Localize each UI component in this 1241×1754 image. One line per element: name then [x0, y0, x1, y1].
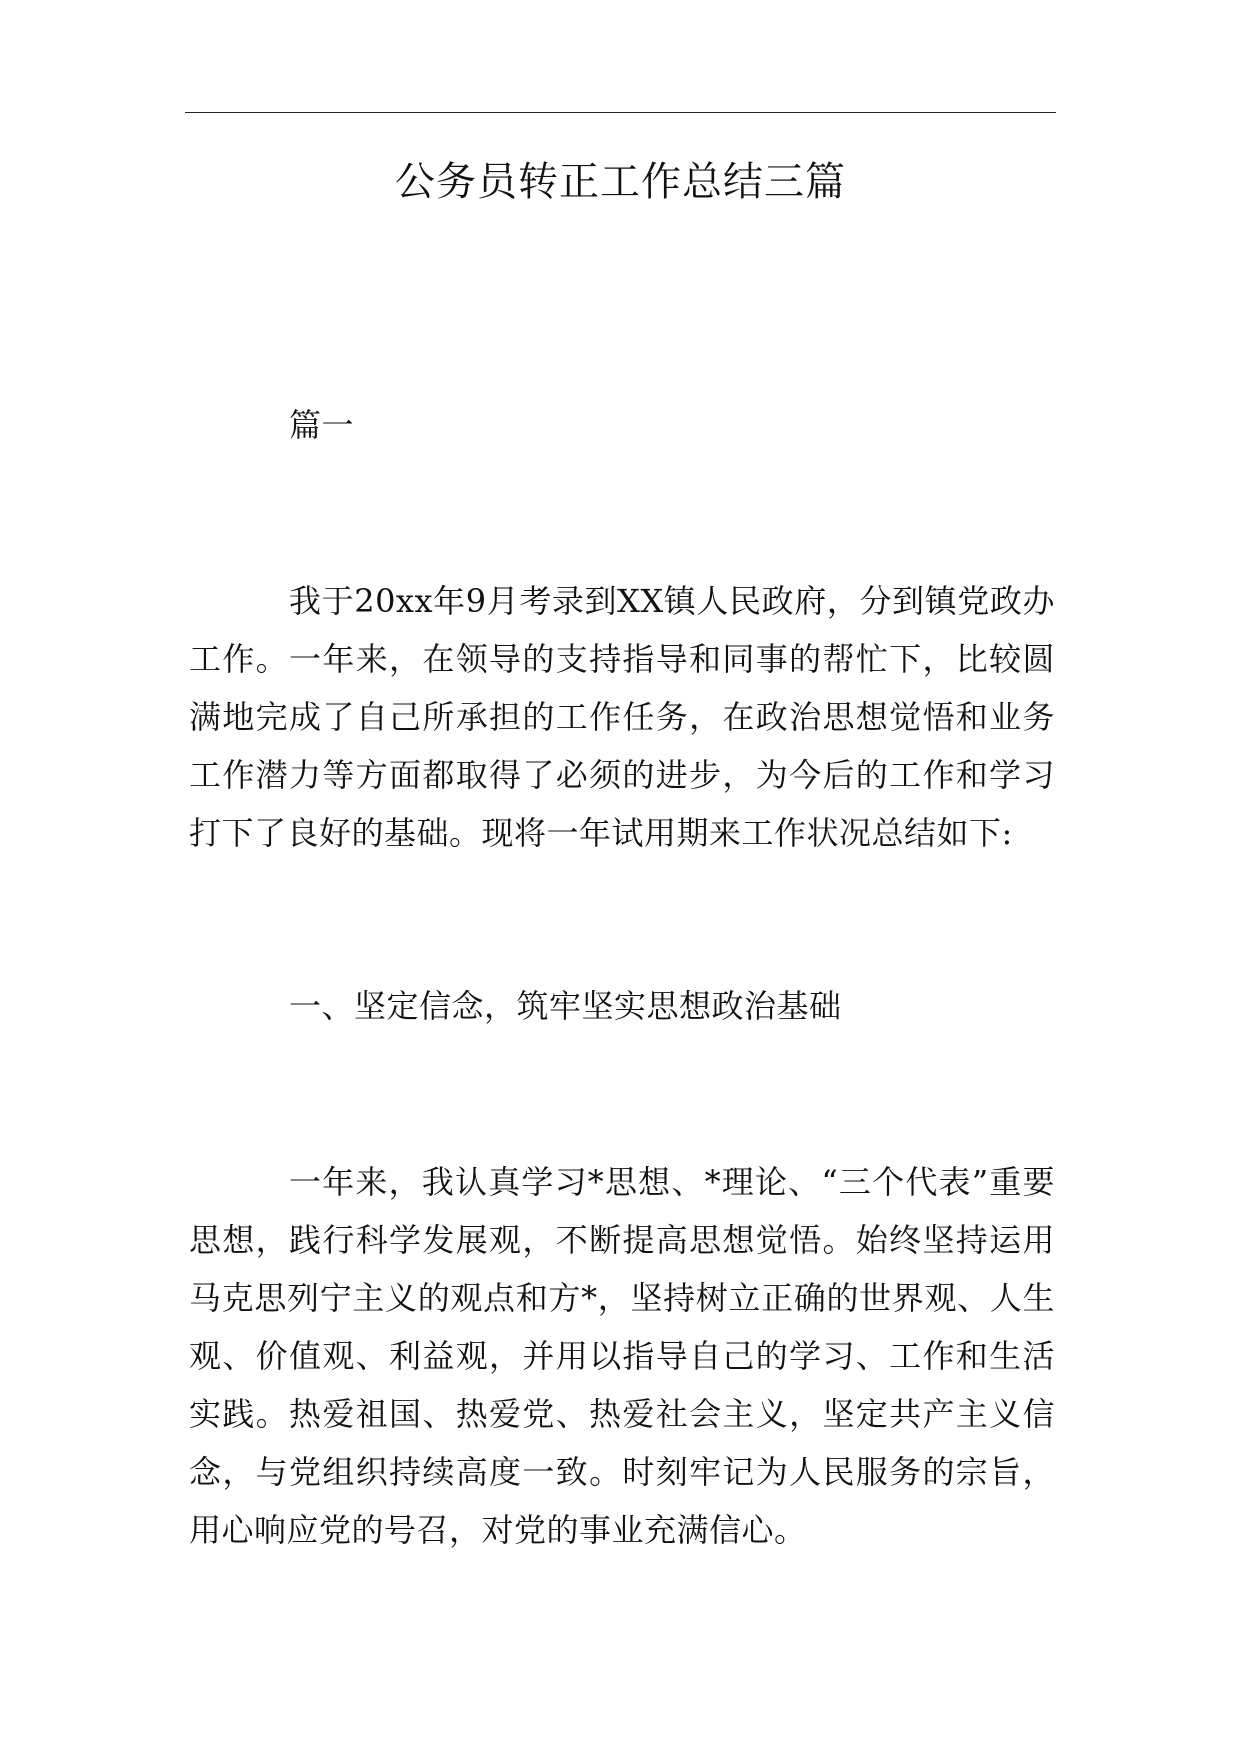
section-heading: 一、坚定信念，筑牢坚实思想政治基础 — [289, 987, 842, 1025]
document-title: 公务员转正工作总结三篇 — [395, 159, 846, 205]
paragraph-intro: 我于20xx年9月考录到XX镇人民政府，分到镇党政办工作。一年来，在领导的支持指导和同事的帮忙下，比较圆满地完成了自己所承担的工作任务，在政治思想觉悟和业务工作潜力等方面都取得了必须的进步，为今后的工作和学习打下了良好的基础。现将一年试用期来工作状况总结如下: — [189, 582, 1055, 852]
paragraph-body: 一年来，我认真学习*思想、*理论、“三个代表”重要思想，践行科学发展观，不断提高思想觉悟。始终坚持运用马克思列宁主义的观点和方*，坚持树立正确的世界观、人生观、价值观、利益观，并用以指导自己的学习、工作和生活实践。热爱祖国、热爱党、热爱社会主义，坚定共产主义信念，与党组织持续高度一致。时刻牢记为人民服务的宗旨，用心响应党的号召，对党的事业充满信心。 — [189, 1163, 1055, 1549]
header-rule — [185, 112, 1056, 113]
piece-label: 篇一 — [289, 406, 355, 444]
